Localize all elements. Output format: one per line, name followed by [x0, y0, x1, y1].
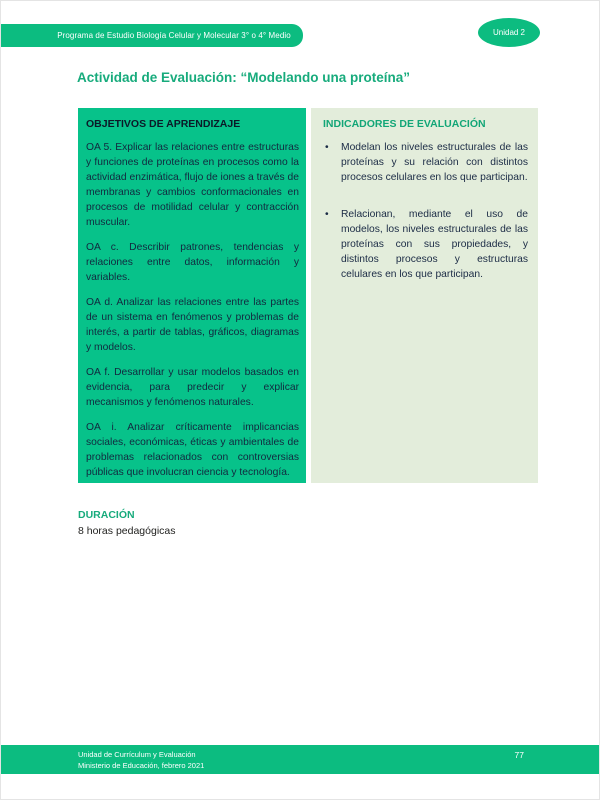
program-ribbon	[1, 24, 303, 47]
indicadores-box	[311, 108, 538, 483]
objetivos-box	[78, 108, 306, 483]
bullet-icon: •	[325, 142, 329, 153]
indicador-text: Modelan los niveles estructurales de las proteínas y su relación con distintos procesos celulares en los que participan.	[341, 142, 528, 183]
duracion-section	[78, 509, 176, 537]
objetivo-oaf: OA f. Desarrollar y usar modelos basados en evidencia, para predecir y explicar mecanismos y fenómenos naturales.	[86, 367, 299, 408]
activity-title: Actividad de Evaluación: “Modelando una proteína”	[77, 70, 411, 85]
objetivo-oa5: OA 5. Explicar las relaciones entre estructuras y funciones de proteínas en procesos como la actividad enzimática, flujo de iones a través de membranas y cambios conformacionales en procesos de motilidad celular y contracción muscular.	[86, 142, 299, 228]
page-footer	[1, 745, 600, 774]
two-column-table	[78, 108, 538, 483]
objetivo-oac: OA c. Describir patrones, tendencias y relaciones entre datos, información y variables.	[86, 242, 299, 283]
duracion-value: 8 horas pedagógicas	[78, 525, 176, 537]
unit-badge	[478, 18, 540, 47]
list-item	[323, 207, 528, 282]
bullet-icon: •	[325, 209, 329, 220]
footer-line1: Unidad de Currículum y Evaluación	[78, 750, 196, 759]
unit-badge-label: Unidad 2	[492, 28, 526, 37]
indicadores-heading: INDICADORES DE EVALUACIÓN	[323, 118, 486, 130]
objetivos-heading: OBJETIVOS DE APRENDIZAJE	[86, 118, 241, 130]
list-item	[323, 140, 528, 185]
objetivo-oai: OA i. Analizar críticamente implicancias sociales, económicas, éticas y ambientales de problemas relacionados con controversias públicas que involucran ciencia y tecnología.	[86, 422, 299, 478]
objetivo-oad: OA d. Analizar las relaciones entre las partes de un sistema en fenómenos y problemas de interés, a partir de tablas, gráficos, diagramas y modelos.	[86, 297, 299, 353]
footer-credits	[78, 749, 204, 771]
duracion-heading: DURACIÓN	[78, 509, 135, 521]
program-title: Programa de Estudio Biología Celular y Molecular 3° o 4° Medio	[57, 31, 291, 40]
indicador-text: Relacionan, mediante el uso de modelos, los niveles estructurales de las proteínas con sus propiedades, y distintos procesos y estructuras celulares en los que participan.	[341, 209, 528, 280]
footer-line2: Ministerio de Educación, febrero 2021	[78, 761, 205, 770]
page-number: 77	[514, 750, 524, 760]
